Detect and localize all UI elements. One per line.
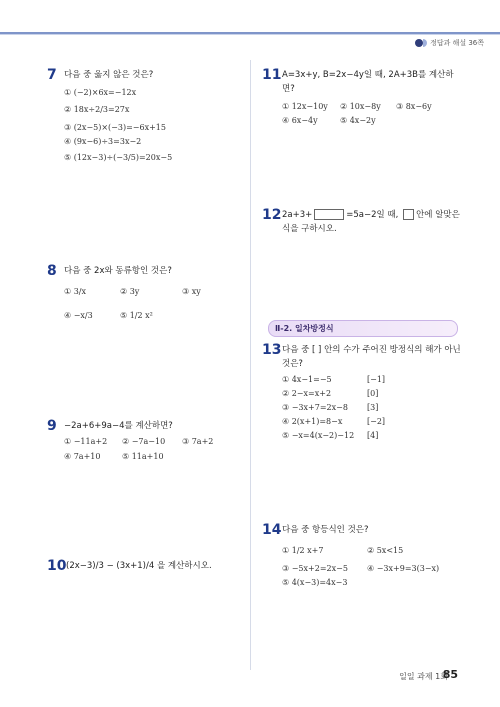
question-11-option-3: ③ 8x−6y: [396, 102, 432, 111]
question-14-stem: 다음 중 항등식인 것은?: [282, 525, 369, 535]
bullet-half-icon: [423, 39, 427, 47]
question-7-option-4: ④ (9x−6)÷3=3x−2: [64, 137, 142, 146]
question-9-option-5: ⑤ 11a+10: [122, 452, 164, 461]
question-7-option-5: ⑤ (12x−3)÷(−3/5)=20x−5: [64, 153, 173, 162]
question-7-option-2: ② 18x÷2/3=27x: [64, 105, 130, 114]
question-number-14: 14: [262, 522, 282, 538]
question-11-option-4: ④ 6x−4y: [282, 116, 318, 125]
question-13-value-4: [−2]: [367, 417, 386, 426]
question-11-option-1: ① 12x−10y: [282, 102, 328, 111]
question-7-option-1: ① (−2)×6x=−12x: [64, 88, 137, 97]
question-13-option-2: ② 2−x=x+2: [282, 389, 332, 398]
question-13-value-3: [3]: [367, 403, 379, 412]
question-13-value-5: [4]: [367, 431, 379, 440]
column-divider: [250, 60, 251, 670]
question-13-option-3: ③ −3x+7=2x−8: [282, 403, 348, 412]
question-9-stem: −2a+6+9a−4를 계산하면?: [64, 421, 173, 431]
question-number-12: 12: [262, 207, 282, 223]
section-header-label: Ⅱ-2. 일차방정식: [275, 324, 334, 333]
question-12-stem-part-3: 안에 알맞은 식을 구하시오.: [282, 210, 460, 234]
question-13-value-1: [−1]: [367, 375, 386, 384]
answer-reference-text: 정답과 해설 36쪽: [430, 39, 484, 47]
question-14-option-3: ③ −5x+2=2x−5: [282, 564, 348, 573]
question-11-option-2: ② 10x−8y: [340, 102, 381, 111]
question-number-11: 11: [262, 67, 282, 83]
bullet-icon: [415, 39, 423, 47]
footer-label: 일일 과제 1회: [399, 672, 448, 681]
page-number: 85: [442, 668, 458, 681]
question-12-stem-part-2: =5a−2일 때,: [346, 210, 399, 220]
question-7-stem: 다음 중 옳지 않은 것은?: [64, 70, 154, 80]
question-number-8: 8: [47, 263, 57, 279]
question-9-option-1: ① −11a+2: [64, 437, 108, 446]
question-8-option-4: ④ −x/3: [64, 311, 93, 320]
question-14-option-1: ① 1/2 x+7: [282, 546, 324, 555]
question-9-option-3: ③ 7a+2: [182, 437, 214, 446]
answer-reference: [415, 38, 484, 48]
question-8-option-3: ③ xy: [182, 287, 201, 296]
question-number-10: 10: [47, 558, 67, 574]
question-13-option-4: ④ 2(x+1)=8−x: [282, 417, 343, 426]
question-14-option-4: ④ −3x+9=3(3−x): [367, 564, 440, 573]
question-13-option-5: ⑤ −x=4(x−2)−12: [282, 431, 355, 440]
question-12-stem-part-1: 2a+3+: [282, 210, 313, 220]
question-8-option-2: ② 3y: [120, 287, 140, 296]
question-11-stem: A=3x+y, B=2x−4y일 때, 2A+3B를 계산하면?: [282, 70, 454, 94]
question-number-13: 13: [262, 342, 282, 358]
question-9-option-2: ② −7a−10: [122, 437, 166, 446]
question-7-option-3: ③ (2x−5)×(−3)=−6x+15: [64, 123, 166, 132]
question-number-9: 9: [47, 418, 57, 434]
header-rule-light: [0, 34, 500, 35]
section-header: [268, 320, 458, 337]
question-13-value-2: [0]: [367, 389, 379, 398]
question-8-option-1: ① 3/x: [64, 287, 87, 296]
question-14-option-5: ⑤ 4(x−3)=4x−3: [282, 578, 348, 587]
question-10-stem: (2x−3)/3 − (3x+1)/4 을 계산하시오.: [66, 561, 212, 571]
question-9-option-4: ④ 7a+10: [64, 452, 101, 461]
question-11-option-5: ⑤ 4x−2y: [340, 116, 376, 125]
question-13-stem: 다음 중 [ ] 안의 수가 주어진 방정식의 해가 아닌 것은?: [282, 345, 461, 369]
question-13-option-1: ① 4x−1=−5: [282, 375, 332, 384]
answer-blank-box: [314, 209, 344, 220]
question-12-stem: [282, 208, 467, 236]
question-8-stem: 다음 중 2x와 동류항인 것은?: [64, 266, 172, 276]
question-8-option-5: ⑤ 1/2 x²: [120, 311, 153, 320]
question-14-option-2: ② 5x<15: [367, 546, 404, 555]
question-number-7: 7: [47, 67, 57, 83]
answer-blank-small-box: [403, 209, 414, 220]
